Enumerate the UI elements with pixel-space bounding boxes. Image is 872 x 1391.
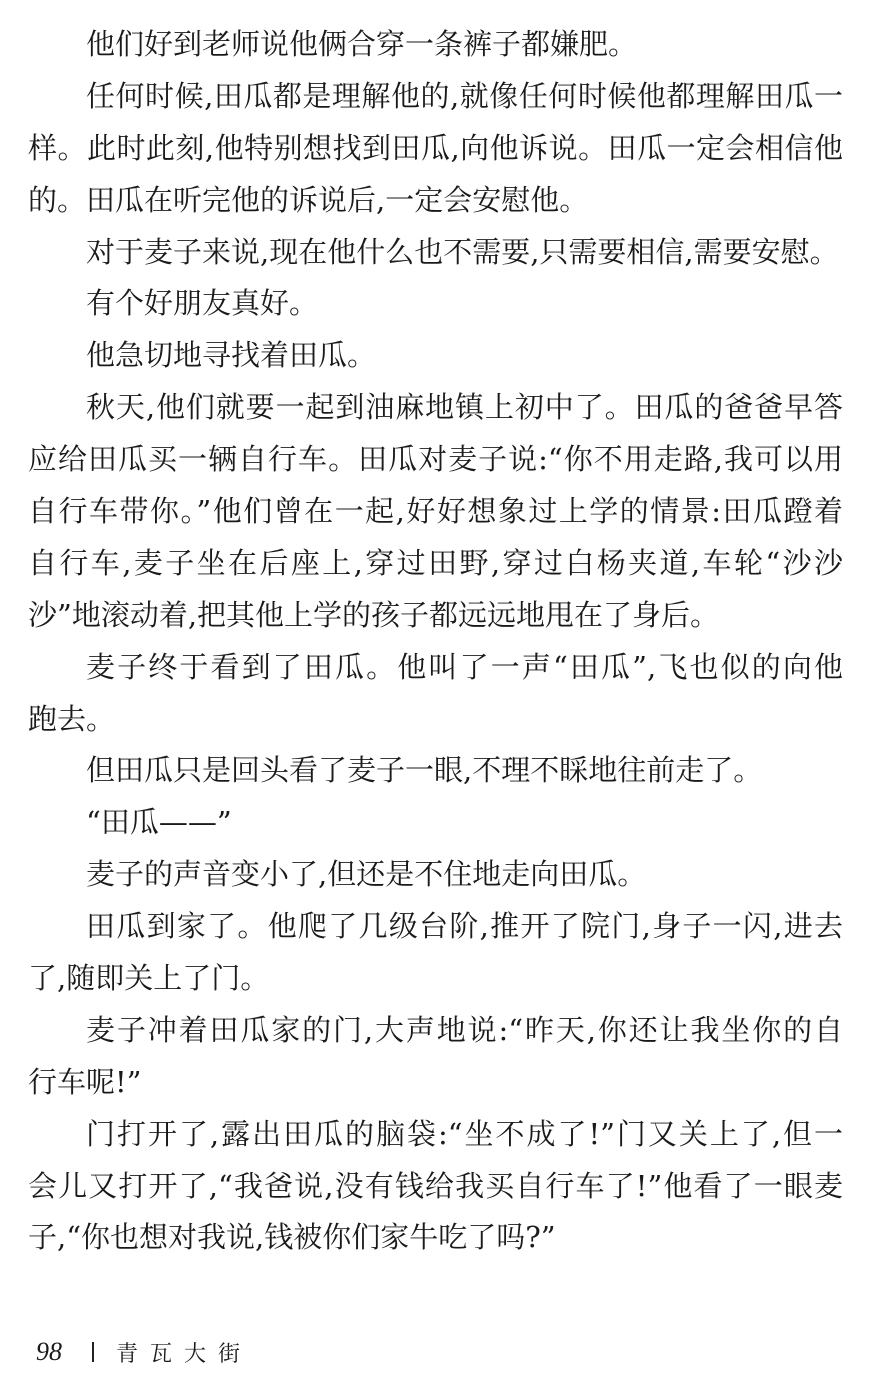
page-footer bbox=[36, 1332, 252, 1372]
text-line: 子,“你也想对我说,钱被你们家牛吃了吗?” bbox=[28, 1220, 556, 1255]
text-line: 麦子的声音变小了,但还是不住地走向田瓜。 bbox=[86, 857, 647, 892]
text-line: 他们好到老师说他俩合穿一条裤子都嫌肥。 bbox=[86, 27, 638, 61]
paragraph bbox=[28, 1109, 843, 1265]
text-line: 麦子冲着田瓜家的门,大声地说:“昨天,你还让我坐你的自 bbox=[86, 1012, 843, 1047]
text-line: 任何时候,田瓜都是理解他的,就像任何时候他都理解田瓜一 bbox=[86, 78, 843, 113]
paragraph bbox=[28, 227, 843, 279]
paragraph bbox=[28, 901, 843, 1005]
paragraph bbox=[28, 642, 843, 746]
text-line: 应给田瓜买一辆自行车。田瓜对麦子说:“你不用走路,我可以用 bbox=[28, 442, 843, 477]
text-line: 自行车带你。”他们曾在一起,好好想象过上学的情景:田瓜蹬着 bbox=[28, 494, 843, 529]
text-line: 但田瓜只是回头看了麦子一眼,不理不睬地往前走了。 bbox=[86, 753, 763, 788]
body-text bbox=[28, 19, 843, 1264]
text-line: 门打开了,露出田瓜的脑袋:“坐不成了!”门又关上了,但一 bbox=[86, 1116, 843, 1151]
text-line: 对于麦子来说,现在他什么也不需要,只需要相信,需要安慰。 bbox=[86, 234, 839, 269]
text-line: 的。田瓜在听完他的诉说后,一定会安慰他。 bbox=[28, 182, 589, 217]
text-line: 田瓜到家了。他爬了几级台阶,推开了院门,身子一闪,进去 bbox=[86, 909, 843, 944]
paragraph bbox=[28, 1005, 843, 1109]
text-line: 自行车,麦子坐在后座上,穿过田野,穿过白杨夹道,车轮“沙沙 bbox=[28, 545, 843, 580]
text-line: 有个好朋友真好。 bbox=[86, 286, 319, 321]
text-line: “田瓜——” bbox=[86, 805, 232, 840]
paragraph bbox=[28, 278, 843, 330]
paragraph bbox=[28, 19, 843, 71]
text-line: 跑去。 bbox=[28, 701, 116, 736]
text-line: 麦子终于看到了田瓜。他叫了一声“田瓜”,飞也似的向他 bbox=[86, 649, 843, 684]
text-line: 会儿又打开了,“我爸说,没有钱给我买自行车了!”他看了一眼麦 bbox=[28, 1168, 843, 1203]
footer-divider bbox=[92, 1342, 94, 1362]
paragraph bbox=[28, 382, 843, 641]
paragraph bbox=[28, 797, 843, 849]
paragraph bbox=[28, 330, 843, 382]
page-number: 98 bbox=[36, 1337, 62, 1366]
text-line: 他急切地寻找着田瓜。 bbox=[86, 338, 377, 373]
paragraph bbox=[28, 849, 843, 901]
text-line: 样。此时此刻,他特别想找到田瓜,向他诉说。田瓜一定会相信他 bbox=[28, 130, 843, 165]
paragraph bbox=[28, 71, 843, 227]
paragraph bbox=[28, 745, 843, 797]
text-line: 了,随即关上了门。 bbox=[28, 961, 270, 996]
text-line: 秋天,他们就要一起到油麻地镇上初中了。田瓜的爸爸早答 bbox=[86, 390, 843, 425]
text-line: 行车呢!” bbox=[28, 1064, 142, 1099]
text-line: 沙”地滚动着,把其他上学的孩子都远远地甩在了身后。 bbox=[28, 597, 720, 632]
book-title: 青瓦大街 bbox=[116, 1341, 253, 1367]
